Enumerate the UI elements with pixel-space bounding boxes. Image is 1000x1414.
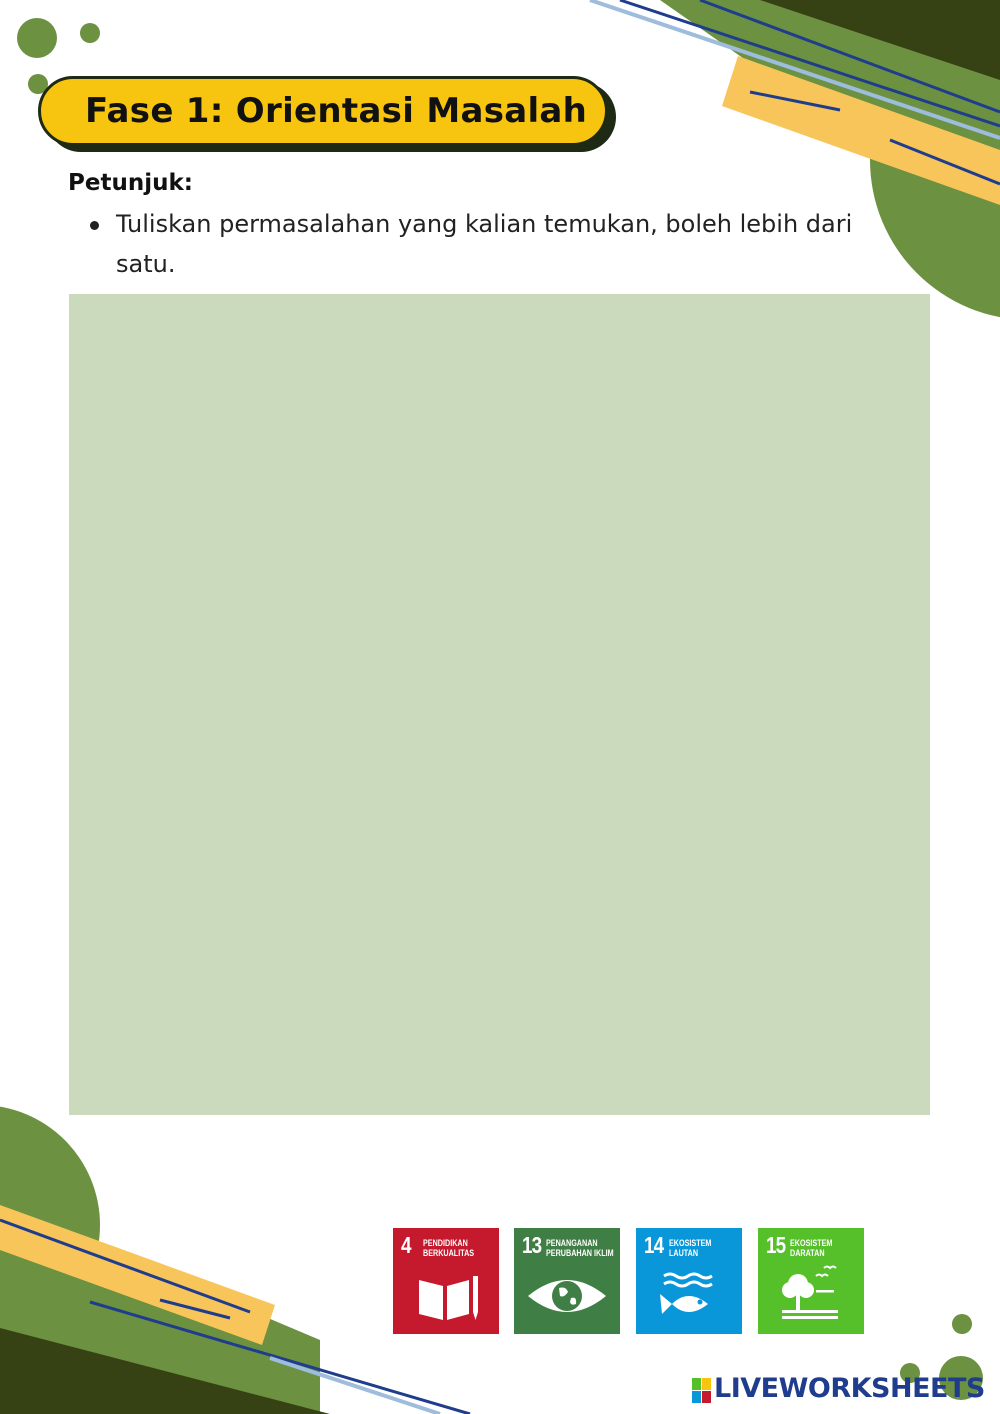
eye-globe-icon — [514, 1228, 620, 1334]
sdg-tile-15 — [758, 1228, 864, 1334]
title-pill — [38, 76, 608, 146]
sdg-label: PENDIDIKAN BERKUALITAS — [423, 1238, 475, 1258]
tree-birds-icon — [758, 1228, 864, 1334]
decor-dot — [17, 18, 57, 58]
page-title: Fase 1: Orientasi Masalah — [85, 91, 588, 131]
sdg-number: 15 — [766, 1232, 786, 1258]
instruction-text: Tuliskan permasalahan yang kalian temukan, boleh lebih dari satu. — [116, 210, 853, 278]
sdg-label: PENANGANAN PERUBAHAN IKLIM — [546, 1238, 614, 1258]
sdg-label: EKOSISTEM DARATAN — [790, 1238, 833, 1258]
sdg-tile-13 — [514, 1228, 620, 1334]
liveworksheets-logo-icon — [692, 1378, 712, 1404]
decor-dot — [80, 23, 100, 43]
bullet-icon — [90, 221, 99, 230]
sdg-number: 4 — [401, 1232, 411, 1258]
sdg-tile-4 — [393, 1228, 499, 1334]
fish-waves-icon — [636, 1228, 742, 1334]
sdg-label: EKOSISTEM LAUTAN — [669, 1238, 712, 1258]
book-pencil-icon — [393, 1228, 499, 1334]
sdg-number: 13 — [522, 1232, 542, 1258]
phase-title-banner — [38, 76, 620, 156]
answer-text-area[interactable] — [69, 294, 930, 1115]
instruction-label: Petunjuk: — [68, 170, 193, 196]
brand-name: LIVEWORKSHEETS — [714, 1373, 985, 1404]
sdg-number: 14 — [644, 1232, 664, 1258]
sdg-tile-14 — [636, 1228, 742, 1334]
decor-dot — [952, 1314, 972, 1334]
